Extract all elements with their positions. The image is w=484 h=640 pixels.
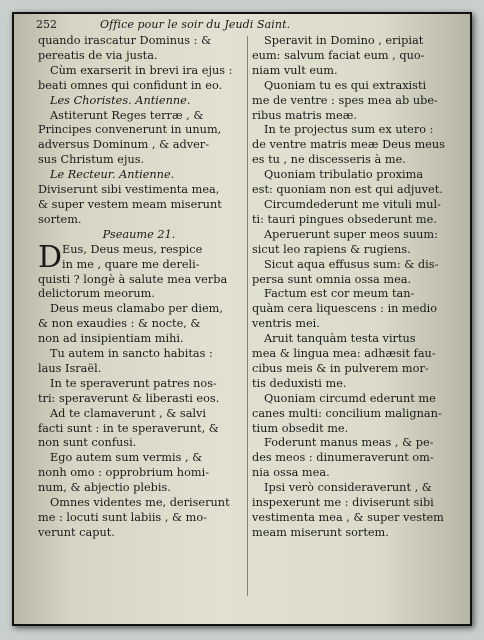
text-line: tis deduxisti me. (252, 376, 347, 390)
text-line: Ipsi verò consideraverunt , & (264, 481, 432, 495)
text-line: ribus matris meæ. (252, 108, 357, 122)
text-line: Eus, Deus meus, respice (62, 242, 203, 256)
text-line: beati omnes qui confidunt in eo. (38, 78, 223, 92)
text-line: Factum est cor meum tan- (264, 287, 415, 301)
text-line: non sunt confusi. (38, 436, 137, 450)
column-divider (247, 36, 248, 596)
text-line: Foderunt manus meas , & pe- (264, 436, 434, 450)
text-line: Omnes videntes me, deriserunt (50, 496, 230, 510)
left-column (38, 34, 240, 541)
text-line: & non exaudies : & nocte, & (38, 317, 201, 331)
text-line: sus Christum ejus. (38, 153, 145, 167)
text-line: Speravit in Domino , eripiat (264, 34, 424, 47)
text-line: mea & lingua mea: adhæsit fau- (252, 347, 436, 361)
book-page (14, 14, 470, 624)
text-line: es tu , ne discesseris à me. (252, 153, 406, 167)
text-line: nonh omo : opprobrium homi- (38, 466, 210, 480)
text-line: quàm cera liquescens : in medio (252, 302, 438, 316)
rubric-recteur: Le Recteur. Antienne. (50, 168, 175, 182)
text-line: Ego autem sum vermis , & (50, 451, 203, 465)
text-line: est: quoniam non est qui adjuvet. (252, 183, 443, 197)
text-line: Deus meus clamabo per diem, (50, 302, 223, 316)
text-line: canes multi: concilium malignan- (252, 406, 442, 420)
text-line: inspexerunt me : diviserunt sibi (252, 496, 434, 510)
text-line: Cùm exarserit in brevi ira ejus : (50, 63, 233, 77)
text-line: Astiterunt Reges terræ , & (50, 108, 204, 122)
text-line: num, & abjectio plebis. (38, 481, 171, 495)
text-line: adversus Dominum , & adver- (38, 138, 210, 152)
text-line: nia ossa mea. (252, 466, 330, 480)
text-line: laus Israël. (38, 361, 102, 375)
text-line: In te projectus sum ex utero : (264, 123, 434, 137)
right-column (252, 34, 444, 541)
text-line: me : locuti sunt labiis , & mo- (38, 511, 207, 524)
text-line: cibus meis & in pulverem mor- (252, 361, 429, 375)
text-line: Quoniam tribulatio proxima (264, 168, 424, 182)
text-line: Quoniam tu es qui extraxisti (264, 78, 427, 92)
text-line: In te speraverunt patres nos- (50, 376, 217, 390)
text-line: Quoniam circumd ederunt me (264, 391, 436, 405)
drop-cap: D (38, 239, 63, 275)
rubric-choristes: Les Choristes. Antienne. (50, 93, 191, 107)
text-line: des meos : dinumeraverunt om- (252, 451, 434, 465)
text-line: & super vestem meam miserunt (38, 197, 222, 211)
text-line: Ad te clamaverunt , & salvi (50, 406, 207, 420)
text-line: delictorum meorum. (38, 287, 155, 301)
text-line: Tu autem in sancto habitas : (50, 347, 213, 361)
text-line: niam vult eum. (252, 63, 338, 77)
text-line: Aruit tanquàm testa virtus (264, 332, 416, 346)
text-line: eum: salvum faciat eum , quo- (252, 48, 425, 62)
page-header (36, 18, 460, 32)
text-line: in me , quare me dereli- (62, 257, 200, 271)
running-title: Office pour le soir du Jeudi Saint. (100, 18, 291, 31)
text-line: tium obsedit me. (252, 421, 349, 435)
text-line: meam miserunt sortem. (252, 525, 389, 539)
text-line: quisti ? longè à salute mea verba (38, 272, 228, 286)
text-line: facti sunt : in te speraverunt, & (38, 421, 219, 435)
text-line: non ad insipientiam mihi. (38, 332, 184, 346)
text-line: persa sunt omnia ossa mea. (252, 272, 412, 286)
text-line: Principes convenerunt in unum, (38, 123, 222, 137)
text-line: me de ventre : spes mea ab ube- (252, 93, 438, 107)
text-line: quando irascatur Dominus : & (38, 34, 212, 47)
text-line: Aperuerunt super meos suum: (264, 227, 438, 241)
text-line: pereatis de via justa. (38, 48, 158, 62)
text-line: ti: tauri pingues obsederunt me. (252, 212, 437, 226)
page-number: 252 (36, 18, 57, 31)
psalm-opening (38, 239, 240, 275)
text-line: Sicut aqua effusus sum: & dis- (264, 257, 439, 271)
text-line: Circumdederunt me vituli mul- (264, 197, 441, 211)
text-line: vestimenta mea , & super vestem (252, 511, 444, 524)
text-line: sortem. (38, 212, 82, 226)
text-line: tri: speraverunt & liberasti eos. (38, 391, 220, 405)
text-line: verunt caput. (38, 525, 115, 539)
text-line: Diviserunt sibi vestimenta mea, (38, 183, 220, 197)
text-line: ventris mei. (252, 317, 320, 331)
psalm-heading: Pseaume 21. (102, 227, 176, 241)
text-line: de ventre matris meæ Deus meus (252, 138, 445, 152)
text-line: sicut leo rapiens & rugiens. (252, 242, 411, 256)
